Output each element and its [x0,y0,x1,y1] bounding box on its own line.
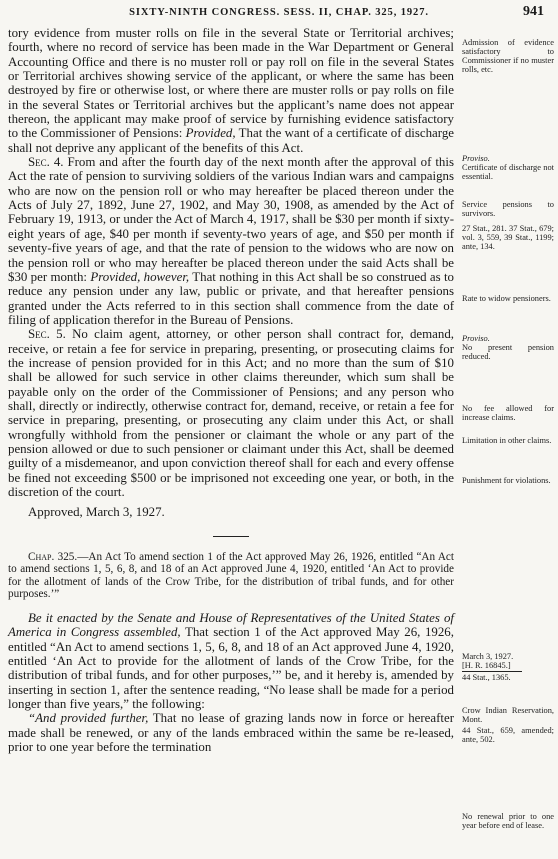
section-4-text: From and after the fourth day of the next month after the approval of this Act the rate of pension to surviving soldiers of the various Indian wars and campaigns who are now on the pension roll or who may hereafter be placed thereon under the Acts of July 27, 1892, June 27, 1902, and May 30, 1908, as amended by the Act of February 19, 1913, or under the Act of March 4, 1917, shall be $30 per month if sixty-eight years of age, $40 per month if seventy-two years of age, and $50 per month if seventy-five years of age, and that the rate of pension to the widows who are now on the pension roll or who may hereafter be placed thereon under the said Acts shall be $30 per month: [8,155,454,284]
main-text [8,26,454,755]
sidenote-crow-reservation: Crow Indian Reservation, Mont. [462,706,554,725]
section-5-text: No claim agent, attorney, or other person shall contract for, demand, receive, or retain a fee for service in preparing, presenting, or prosecuting claims for the increase of pension provided for in this Act; and no more than the sum of $10 shall be allowed for such service in other claims thereunder, which sum shall be payable only on the order of the Commissioner of Pensions; and any person who shall, directly or indirectly, otherwise contract for, demand, receive, or retain a fee for service in preparing, presenting, or prosecuting any claim under this Act, or shall wrongfully withhold from the pensioner or claimant the whole or any part of the pension allowed or due to such pensioner or claimant under this Act, shall be deemed guilty of a misdemeanor, and upon conviction thereof shall for each and every offense be fined not exceeding $500 or be imprisoned not exceeding one year, or both, in the discretion of the court. [8,327,454,499]
sidenote-widow-rate: Rate to widow pensioners. [462,294,551,303]
chapter-label: Chap. 325. [28,550,78,563]
sidenote-date: March 3, 1927. [462,652,514,661]
chapter-heading [8,551,454,601]
chapter-title: —An Act To amend section 1 of the Act approved May 26, 1926, entitled “An Act to amend sections 1, 5, 6, 8, and 18 of an Act approved June 4, 1920, entitled ‘An Act to provide for the allotment of lands of the Crow Tribe, for the distribution of tribal funds, and for other purposes.’” [8,550,454,601]
section-4 [8,155,454,327]
sidenote-limitation: Limitation in other claims. [462,436,552,445]
quoted-proviso: “And provided further, [28,711,149,726]
para1-proviso: Provided, [185,126,236,141]
enacting-text: That section 1 of the Act approved May 26, 1926, entitled “An Act to amend sections 1, 5, 6, 8, and 18 of an Act approved June 4, 1920, entitled ‘An Act to provide for the allotment of lands of the Crow Tribe, for the distribution of tribal funds, and for other purposes,’” be, and it hereby is, amended by inserting in section 1, after the sentence reading, “No lease shall be made for a period longer than five years,” the following: [8,625,454,712]
approved-line: Approved, March 3, 1927. [28,505,165,520]
section-4-proviso: Provided, however, [90,269,190,284]
sidenote-proviso-2: Proviso. [462,334,490,343]
sidenote-certificate [462,154,554,181]
section-divider [213,536,249,537]
sidenote-no-renewal: No renewal prior to one year before end of lease. [462,812,554,831]
sidenote-no-fee: No fee allowed for increase claims. [462,404,554,423]
sidenote-chapter-info [462,652,554,682]
sidenote-statute: 44 Stat., 1365. [462,673,511,683]
sidenote-proviso: Proviso. [462,154,490,163]
sidenote-rule [462,671,522,672]
page-number: 941 [523,4,544,19]
para1-end: That the want of a certificate of discharge shall not deprive any applicant of the benefits of this Act. [8,126,454,155]
section-4-end: That nothing in this Act shall be so construed as to reduce any pension under any law, public or private, and that hereafter pensions granted under the Acts referred to in this section shall commence from the date of filing of application therefor in the Bureau of Pensions. [8,269,454,327]
sidenote-no-reduction [462,334,554,361]
section-5 [8,327,454,499]
sidenote-bill-number: [H. R. 16845.] [462,661,511,671]
running-head: SIXTY-NINTH CONGRESS. SESS. II, CHAP. 325, 1927. [129,7,429,18]
quoted-text: That no lease of grazing lands now in force or hereafter made shall be renewed, or any of the lands embraced within the same be re-leased, prior to one year before the termination [8,711,454,755]
sidenote-service-pensions: Service pensions to survivors. [462,200,554,219]
enacting-clause [8,611,454,754]
sidenote-punishment: Punishment for violations. [462,476,551,485]
sidenote-certificate-text: Certificate of discharge not essential. [462,163,554,182]
enacting-formula: Be it enacted by the Senate and House of Representatives of the United States of America in Congress assembled, [8,611,454,640]
sidenote-amended: 44 Stat., 659, amended; ante, 502. [462,726,554,745]
section-5-label: Sec. 5. [28,327,66,342]
sidenote-admission-of-evidence: Admission of evidence satisfactory to Commissioner if no muster rolls, etc. [462,38,554,75]
sidenote-no-reduction-text: No present pension reduced. [462,343,554,362]
page-header [0,4,558,24]
para1-text: tory evidence from muster rolls on file in the several State or Territorial archives; fourth, where no record of service has been made in the War Department or General Accounting Office and there is no muster roll or pay roll on file in the several States or Territorial archives showing service of the applicant, or where the same has been destroyed by fire or otherwise lost, or where there are muster rolls or pay rolls on file in the several States or Territorial archives but the applicant’s name does not appear thereon, the applicant may make proof of service by furnishing evidence satisfactory to the Commissioner of Pensions: [8,26,454,141]
section-4-label: Sec. 4. [28,155,64,170]
paragraph-continued [8,26,454,155]
sidenote-statute-references: 27 Stat., 281. 37 Stat., 679; vol. 3, 559, 39 Stat., 1199; ante, 134. [462,224,554,252]
